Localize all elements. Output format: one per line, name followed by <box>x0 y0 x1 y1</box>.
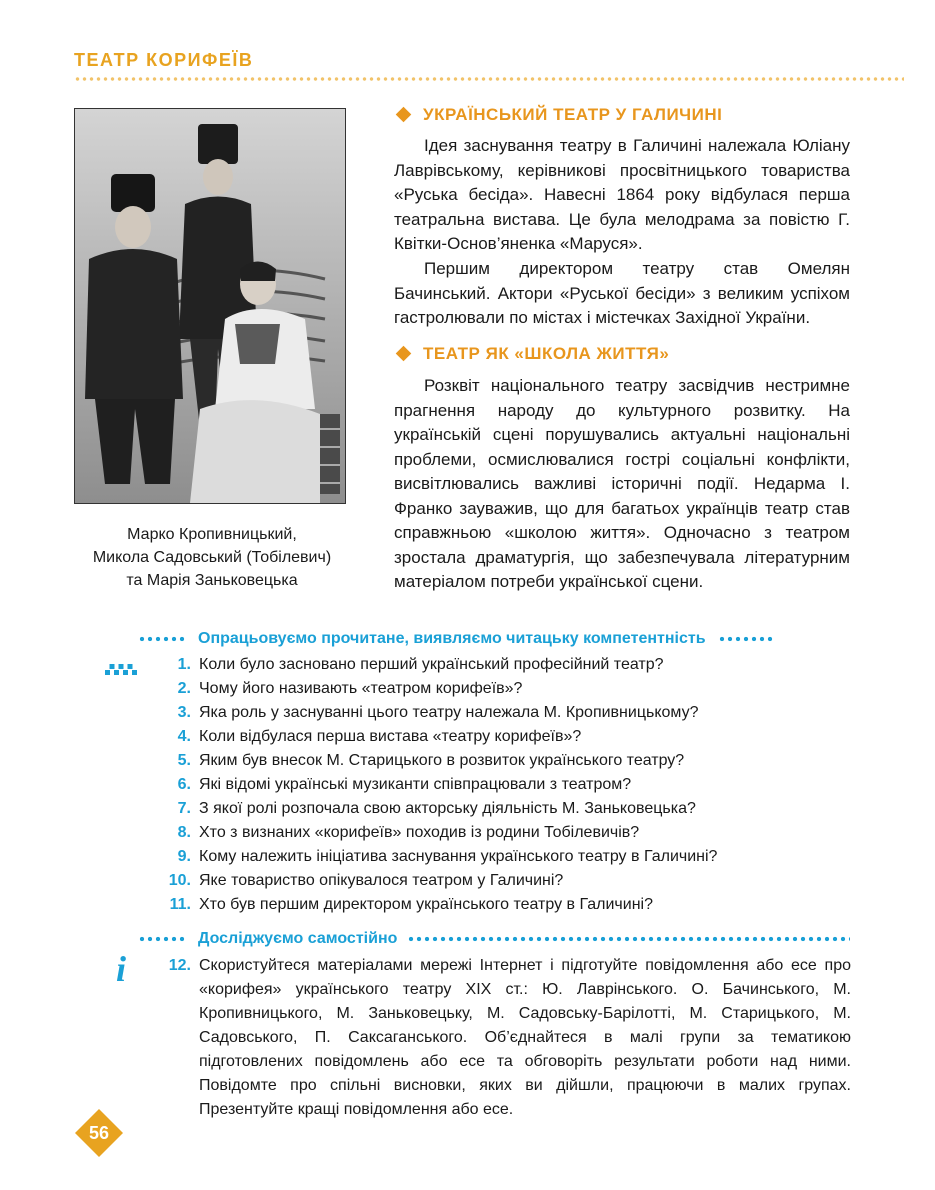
question-text: Які відомі українські музиканти співпрацювали з театром? <box>199 776 632 793</box>
section-heading-school-of-life <box>394 344 669 364</box>
list-item <box>160 845 860 869</box>
list-item <box>160 773 860 797</box>
tasks-heading <box>138 629 850 649</box>
paragraph: Розквіт національного театру засвідчив нестримне прагнення народу до культурного розвитку. На українській сцені порушувались актуальні національні проблеми, осмислювалися гострі соціальні конфлікти, висвітлювались важливі історичні події. Недарма І. Франко зауважив, що для багатьох українців театр став справжньою «школою життя». Одночасно з театром зростала драматургія, що забезпечувала літературним матеріалом потреби української сцени. <box>394 376 850 591</box>
list-item <box>160 725 860 749</box>
question-text: Кому належить ініціатива заснування українського театру в Галичині? <box>199 848 718 865</box>
question-number: 12. <box>168 957 191 974</box>
research-task <box>160 954 860 1122</box>
dotted-rule <box>718 635 774 643</box>
dotted-rule <box>407 935 850 943</box>
pattern-icon <box>104 661 138 677</box>
tasks-heading-text: Опрацьовуємо прочитане, виявляємо читацьку компетентність <box>198 630 706 647</box>
list-item <box>160 821 860 845</box>
list-item <box>160 869 860 893</box>
question-text: З якої ролі розпочала свою акторську діяльність М. Заньковецька? <box>199 800 696 817</box>
diamond-bullet-icon <box>396 107 412 123</box>
questions-list <box>160 653 860 917</box>
research-heading-text: Досліджуємо самостійно <box>198 930 398 947</box>
list-item <box>160 677 860 701</box>
question-text: Яким був внесок М. Старицького в розвиток українського театру? <box>199 752 685 769</box>
info-icon: i <box>116 949 127 989</box>
question-text: Яка роль у заснуванні цього театру належала М. Кропивницькому? <box>199 704 699 721</box>
section-heading-text: УКРАЇНСЬКИЙ ТЕАТР У ГАЛИЧИНІ <box>423 105 723 124</box>
question-text: Чому його називають «театром корифеїв»? <box>199 680 523 697</box>
question-text: Хто був першим директором українського театру в Галичині? <box>199 896 653 913</box>
section-heading-galicia <box>394 105 722 125</box>
caption-line: Марко Кропивницький, <box>127 526 297 543</box>
section-heading-text: ТЕАТР ЯК «ШКОЛА ЖИТТЯ» <box>423 344 670 363</box>
question-number: 11. <box>169 896 191 913</box>
research-heading <box>138 929 850 949</box>
list-item <box>160 701 860 725</box>
question-number: 10. <box>168 872 191 889</box>
research-task-text: Скористуйтеся матеріалами мережі Інтернет і підготуйте повідомлення або есе про «корифея» українського театру XIX ст.: Ю. Лаврінського. О. Бачинського, М. Кропивницького, М. Заньковецьку, М. Садовську-Барілотті, М. Старицького, М. Садовського, П. Саксаганського. Об’єднайтеся в малі групи за тематикою підготовлених повідомлень або есе та обговоріть результати роботи над ними. Повідомте про спільні висновки, яких ви дійшли, працюючи в малих групах. Презентуйте кращі повідомлення або есе. <box>199 957 851 1118</box>
question-number: 6. <box>177 776 191 793</box>
question-text: Хто з визнаних «корифеїв» походив із родини Тобілевичів? <box>199 824 640 841</box>
question-text: Яке товариство опікувалося театром у Галичині? <box>199 872 564 889</box>
header-dotted-rule <box>74 77 904 81</box>
list-item <box>160 653 860 677</box>
list-item <box>160 797 860 821</box>
photo-caption <box>72 523 352 592</box>
question-number: 8. <box>177 824 191 841</box>
running-header-title: ТЕАТР КОРИФЕЇВ <box>74 50 254 70</box>
list-item <box>160 749 860 773</box>
question-number: 5. <box>177 752 191 769</box>
paragraph: Ідея заснування театру в Галичині належала Юліану Лаврівському, керівникові просвітницького товариства «Руська бесіда». Навесні 1864 року відбулася перша театральна вистава. Це була мелодрама за повістю Г. Квітки-Основ’яненка «Маруся». <box>394 136 850 253</box>
dotted-rule <box>138 935 186 943</box>
paragraph: Першим директором театру став Омелян Бачинський. Актори «Руської бесіди» з великим успіхом гастролювали по містах і містечках Західної України. <box>394 259 850 327</box>
caption-line: та Марія Заньковецька <box>126 572 298 589</box>
question-number: 4. <box>177 728 191 745</box>
caption-line: Микола Садовський (Тобілевич) <box>92 549 332 566</box>
list-item <box>160 893 860 917</box>
diamond-bullet-icon <box>396 346 412 362</box>
historical-photo <box>74 108 346 504</box>
photo-illustration <box>75 109 345 503</box>
question-number: 7. <box>177 800 191 817</box>
dotted-rule <box>138 635 186 643</box>
page-number: 56 <box>88 1123 110 1143</box>
question-text: Коли відбулася перша вистава «театру корифеїв»? <box>199 728 582 745</box>
question-number: 2. <box>177 680 191 697</box>
question-number: 3. <box>177 704 191 721</box>
question-number: 9. <box>177 848 191 865</box>
question-text: Коли було засновано перший український професійний театр? <box>199 656 664 673</box>
question-number: 1. <box>177 656 191 673</box>
